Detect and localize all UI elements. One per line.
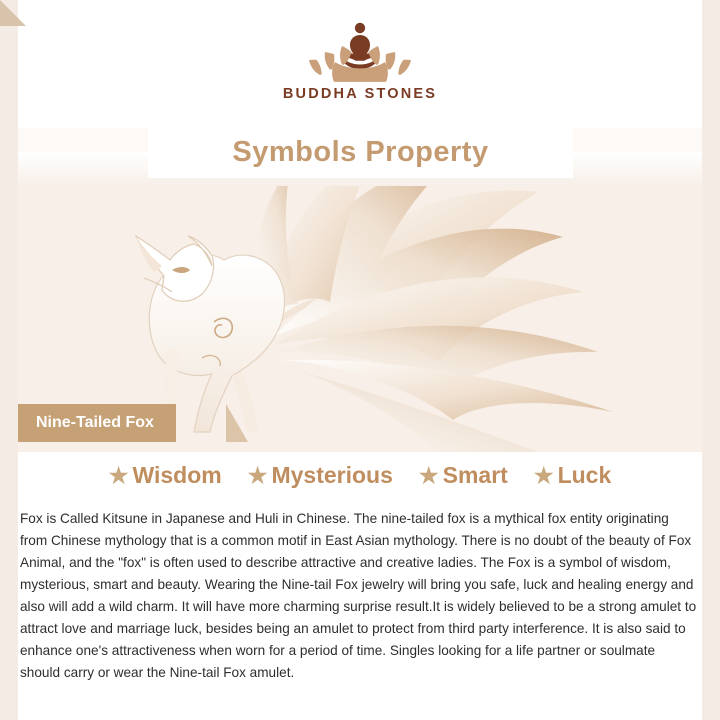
star-icon: ★ xyxy=(533,462,554,488)
star-icon: ★ xyxy=(418,462,439,488)
status-badge xyxy=(18,404,176,442)
keyword-label: Luck xyxy=(557,462,612,488)
keyword-item xyxy=(419,462,508,489)
star-icon: ★ xyxy=(108,462,129,488)
keyword-label: Smart xyxy=(442,462,508,488)
keyword-label: Mysterious xyxy=(271,462,393,488)
keyword-item xyxy=(248,462,393,489)
ribbon-notch xyxy=(226,404,248,442)
frame-left-border xyxy=(0,0,18,720)
lotus-meditation-icon xyxy=(285,16,435,82)
keyword-item xyxy=(534,462,611,489)
keyword-label: Wisdom xyxy=(132,462,222,488)
label-text: Nine-Tailed Fox xyxy=(36,414,154,431)
corner-decoration-top-left xyxy=(0,0,26,26)
brand-name: BUDDHA STONES xyxy=(282,86,438,102)
page-title xyxy=(148,126,573,178)
star-icon: ★ xyxy=(247,462,268,488)
page-title-text: Symbols Property xyxy=(232,135,489,168)
keyword-list xyxy=(18,462,702,489)
frame-right-border xyxy=(702,0,720,720)
keyword-item xyxy=(109,462,222,489)
brand-header xyxy=(18,0,702,128)
description-paragraph: Fox is Called Kitsune in Japanese and Huli in Chinese. The nine-tailed fox is a mythical fox entity originating from Chinese mythology that is a common motif in East Asian mythology. There is no doubt of the beauty of Fox Animal, and the "fox" is often used to describe attractive and creative ladies. The Fox is a symbol of wisdom, mysterious, smart and beauty. Wearing the Nine-tail Fox jewelry will bring you safe, luck and healing energy and also will add a wild charm. It will have more charming surprise result.It is widely believed to be a strong amulet to attract love and marriage luck, besides being an amulet to protect from third party interference. It is also said to enhance one's attractiveness when worn for a period of time. Singles looking for a life partner or soulmate should carry or wear the Nine-tail Fox amulet. xyxy=(20,511,697,681)
